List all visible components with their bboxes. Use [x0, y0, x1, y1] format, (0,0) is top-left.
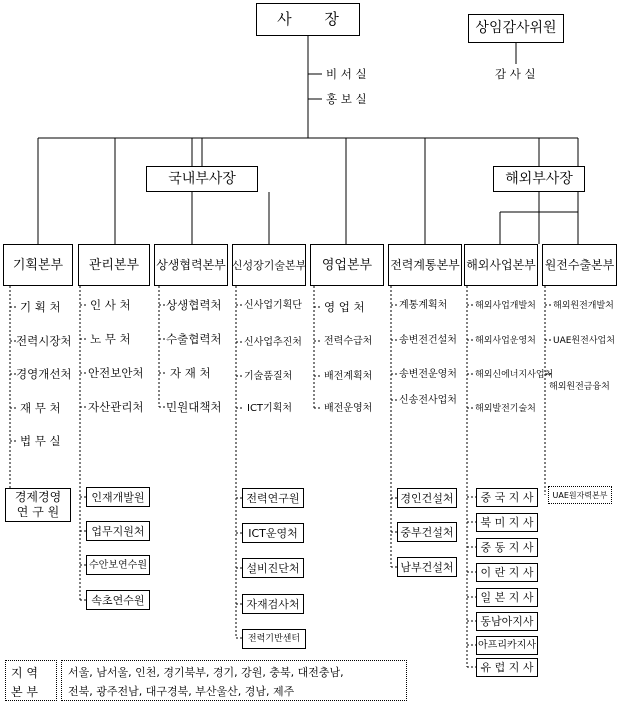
ceo-box: 사 장	[256, 3, 360, 36]
overseas-branch: 북 미 지 사	[476, 513, 538, 532]
dept: 기 획 처	[20, 300, 61, 314]
dept: 배전계획처	[324, 371, 373, 382]
overseas-branch: 동남아지사	[476, 612, 538, 631]
dept: 계통계획처	[399, 300, 448, 311]
affiliate-box: 속초연수원	[86, 590, 150, 610]
overseas-branch: 중 동 지 사	[476, 538, 538, 557]
dept: 자 재 처	[170, 366, 211, 380]
affiliate-box: 중부건설처	[397, 522, 457, 542]
dept: 해외원전개발처	[553, 301, 614, 311]
uae-nuclear-division: UAE원자력본부	[548, 486, 612, 504]
overseas-branch: 일 본 지 사	[476, 588, 538, 607]
division-new-growth-tech: 신성장기술본부	[232, 244, 306, 286]
dept: 수출협력처	[166, 332, 222, 346]
secretary-office: 비 서 실	[326, 67, 367, 81]
regional-label-top: 지 역	[11, 666, 38, 680]
affiliate-box: ICT운영처	[242, 523, 304, 543]
affiliate-box: 인재개발원	[86, 487, 150, 507]
dept: 기술품질처	[244, 371, 293, 382]
overseas-branch: 이 란 지 사	[476, 563, 538, 582]
dept: 영 업 처	[324, 300, 365, 314]
dept: 노 무 처	[90, 332, 131, 346]
dept: 배전운영처	[324, 403, 373, 414]
dept: 안전보안처	[88, 366, 144, 380]
division-overseas-business: 해외사업본부	[464, 244, 538, 286]
dept: 민원대책처	[166, 400, 222, 414]
affiliate-box: 업무지원처	[86, 521, 150, 541]
dept: 자산관리처	[88, 400, 144, 414]
dept: 해외발전기술처	[475, 404, 536, 414]
domestic-vp-box: 국내부사장	[146, 166, 258, 192]
regional-list-line1: 서울, 남서울, 인천, 경기북부, 경기, 강원, 충북, 대전충남,	[68, 666, 344, 679]
dept: 신송전사업처	[399, 395, 457, 406]
affiliate-box: 전력연구원	[242, 488, 304, 508]
overseas-vp-box: 해외부사장	[493, 166, 585, 192]
dept: 해외신에너지사업처	[475, 370, 554, 380]
dept: 해외사업운영처	[475, 336, 536, 346]
overseas-branch: 유 럽 지 사	[476, 658, 538, 677]
dept: 재 무 처	[20, 401, 61, 415]
dept: 송변전건설처	[399, 335, 457, 346]
affiliate-box: 설비진단처	[242, 558, 304, 578]
division-cooperation: 상생협력본부	[154, 244, 228, 286]
overseas-branch: 중 국 지 사	[476, 488, 538, 507]
division-nuclear-export: 원전수출본부	[542, 244, 617, 286]
affiliate-box: 경인건설처	[397, 488, 457, 508]
dept: 경영개선처	[16, 367, 72, 381]
affiliate-box: 수안보연수원	[86, 555, 150, 575]
dept: 인 사 처	[90, 298, 131, 312]
audit-office: 감 사 실	[495, 67, 536, 81]
regional-label-bottom: 본 부	[11, 685, 38, 699]
pr-office: 홍 보 실	[326, 92, 367, 106]
dept: 신사업추진처	[244, 337, 302, 348]
dept: 전력수급처	[324, 336, 373, 347]
affiliate-box: 남부건설처	[397, 557, 457, 577]
division-management: 관리본부	[78, 244, 150, 286]
dept: 신사업기획단	[244, 300, 302, 311]
division-planning: 기획본부	[3, 244, 73, 286]
division-sales: 영업본부	[310, 244, 384, 286]
dept: 전력시장처	[16, 334, 72, 348]
dept: ICT기획처	[247, 403, 293, 414]
dept: 상생협력처	[166, 298, 222, 312]
division-power-grid: 전력계통본부	[388, 244, 462, 286]
dept: 해외사업개발처	[475, 301, 536, 311]
affiliate-box: 자재검사처	[242, 594, 304, 614]
dept: 송변전운영처	[399, 369, 457, 380]
dept: 해외원전금융처	[549, 382, 610, 392]
auditor-committee-box: 상임감사위원	[468, 14, 564, 43]
overseas-branch: 아프리카지사	[476, 636, 538, 655]
affiliate-box: 전력기반센터	[242, 629, 306, 649]
dept: UAE원전사업처	[553, 336, 615, 346]
economic-research-institute: 경제경영 연 구 원	[5, 488, 71, 522]
regional-list-line2: 전북, 광주전남, 대구경북, 부산울산, 경남, 제주	[68, 685, 295, 698]
dept: 법 무 실	[20, 434, 61, 448]
